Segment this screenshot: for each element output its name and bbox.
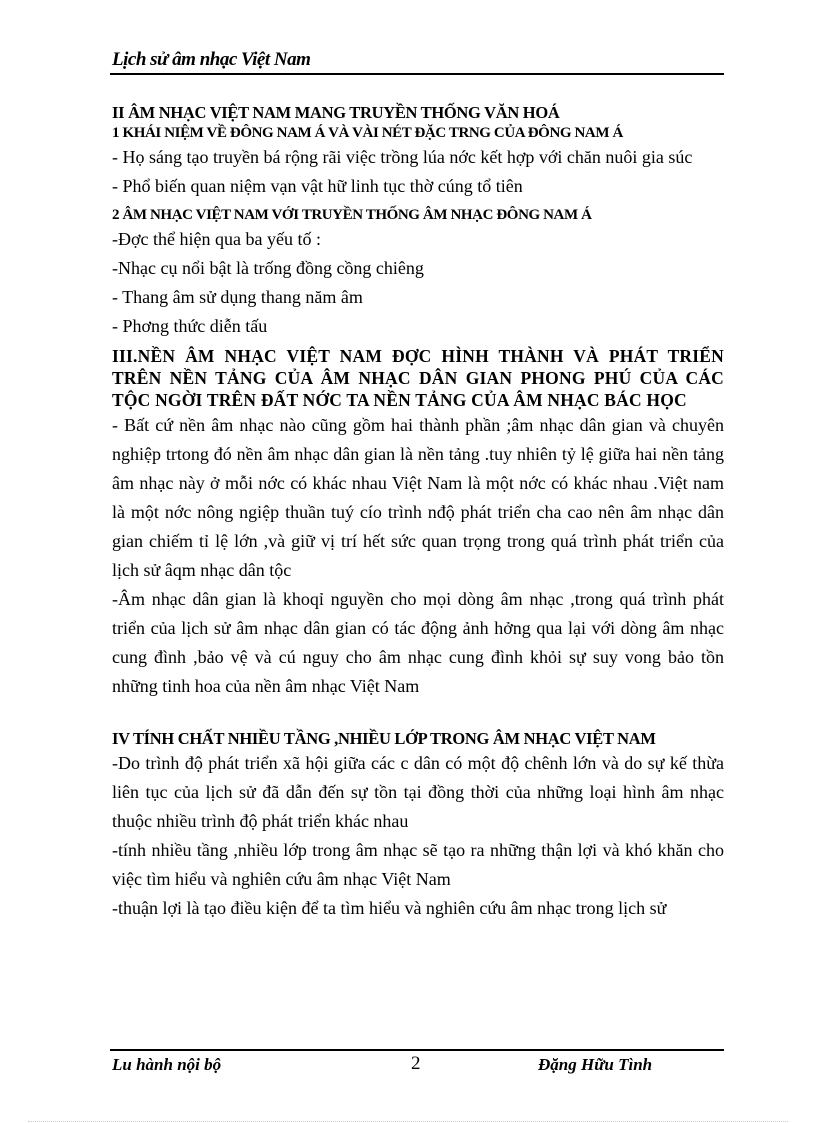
section-2-2-paragraph-1: -Đợc thể hiện qua ba yếu tố : — [112, 229, 321, 249]
page-content — [112, 103, 724, 923]
section-3-paragraph-1: - Bất cứ nền âm nhạc nào cũng gồm hai thành phần ;âm nhạc dân gian và chuyên nghiệp trtong đó nền âm nhạc dân gian là nền tảng .tuy nhiên tỷ lệ giữa hai nền tảng âm nhạc này ở mỗi nớc có khác nhau Việt Nam là một nớc có khác nhau .Việt nam là một nớc nông ngiệp thuần tuý cío trình nđộ phát triển cha cao nên âm nhạc dân gian chiếm tỉ lệ lớn ,và giữ vị trí hết sức quan trọng trong quá trình phát triển của lịch sử âqm nhạc dân tộc — [112, 415, 724, 580]
header-title: Lịch sử âm nhạc Việt Nam — [112, 49, 311, 70]
section-3-title: III.NỀN ÂM NHẠC VIỆT NAM ĐỢC HÌNH THÀNH VÀ PHÁT TRIỂN TRÊN NỀN TẢNG CỦA ÂM NHẠC DÂN GIAN PHONG PHÚ CỦA CÁC TỘC NGỜI TRÊN ĐẤT NỚC TA NỀN TẢNG CỦA ÂM NHẠC BÁC HỌC — [112, 346, 724, 410]
section-2-2-paragraph-4: - Phơng thức diễn tấu — [112, 316, 268, 336]
section-2-title: II ÂM NHẠC VIỆT NAM MANG TRUYỀN THỐNG VĂN HOÁ — [112, 103, 560, 122]
section-4-title: IV TÍNH CHẤT NHIỀU TẦNG ,NHIỀU LỚP TRONG ÂM NHẠC VIỆT NAM — [112, 729, 656, 748]
section-3-paragraph-2: -Âm nhạc dân gian là khoqỉ nguyền cho mọi dòng âm nhạc ,trong quá trình phát triển của lịch sử âm nhạc dân gian có tác động ảnh hởng qua lại với dòng âm nhạc cung đình ,bảo vệ và cú nguy cho âm nhạc cung đình khỏi sự suy vong bảo tồn những tinh hoa của nền âm nhạc Việt Nam — [112, 589, 724, 696]
section-2-1-paragraph-2: - Phổ biến quan niệm vạn vật hữ linh tục thờ cúng tổ tiên — [112, 176, 523, 196]
page-number: 2 — [411, 1053, 421, 1074]
footer-left-text: Lu hành nội bộ — [112, 1055, 222, 1074]
section-2-2-title: 2 ÂM NHẠC VIỆT NAM VỚI TRUYỀN THỐNG ÂM NHẠC ĐÔNG NAM Á — [112, 207, 592, 223]
section-2-1-title: 1 KHÁI NIỆM VỀ ĐÔNG NAM Á VÀ VÀI NÉT ĐẶC TRNG CỦA ĐÔNG NAM Á — [112, 125, 623, 141]
header-divider — [110, 73, 724, 75]
section-2-1-paragraph-1: - Họ sáng tạo truyền bá rộng rãi việc trồng lúa nớc kết hợp với chăn nuôi gia súc — [112, 147, 693, 167]
section-2-2-paragraph-2: -Nhạc cụ nổi bật là trống đồng cồng chiêng — [112, 258, 424, 278]
footer-author: Đặng Hữu Tình — [538, 1055, 653, 1074]
section-2-2-paragraph-3: - Thang âm sử dụng thang năm âm — [112, 287, 363, 307]
footer-divider — [110, 1049, 724, 1051]
section-4-paragraph-3: -thuận lợi là tạo điều kiện để ta tìm hiểu và nghiên cứu âm nhạc trong lịch sử — [112, 898, 667, 918]
section-4-paragraph-1: -Do trình độ phát triển xã hội giữa các c dân có một độ chênh lớn và do sự kế thừa liên tục của lịch sử đã dẫn đến sự tồn tại đồng thời của những loại hình âm nhạc thuộc nhiều trình độ phát triển khác nhau — [112, 753, 724, 831]
section-4-paragraph-2: -tính nhiều tầng ,nhiều lớp trong âm nhạc sẽ tạo ra những thận lợi và khó khăn cho việc tìm hiểu và nghiên cứu âm nhạc Việt Nam — [112, 840, 724, 889]
page-bottom-dotted-border — [28, 1121, 788, 1122]
